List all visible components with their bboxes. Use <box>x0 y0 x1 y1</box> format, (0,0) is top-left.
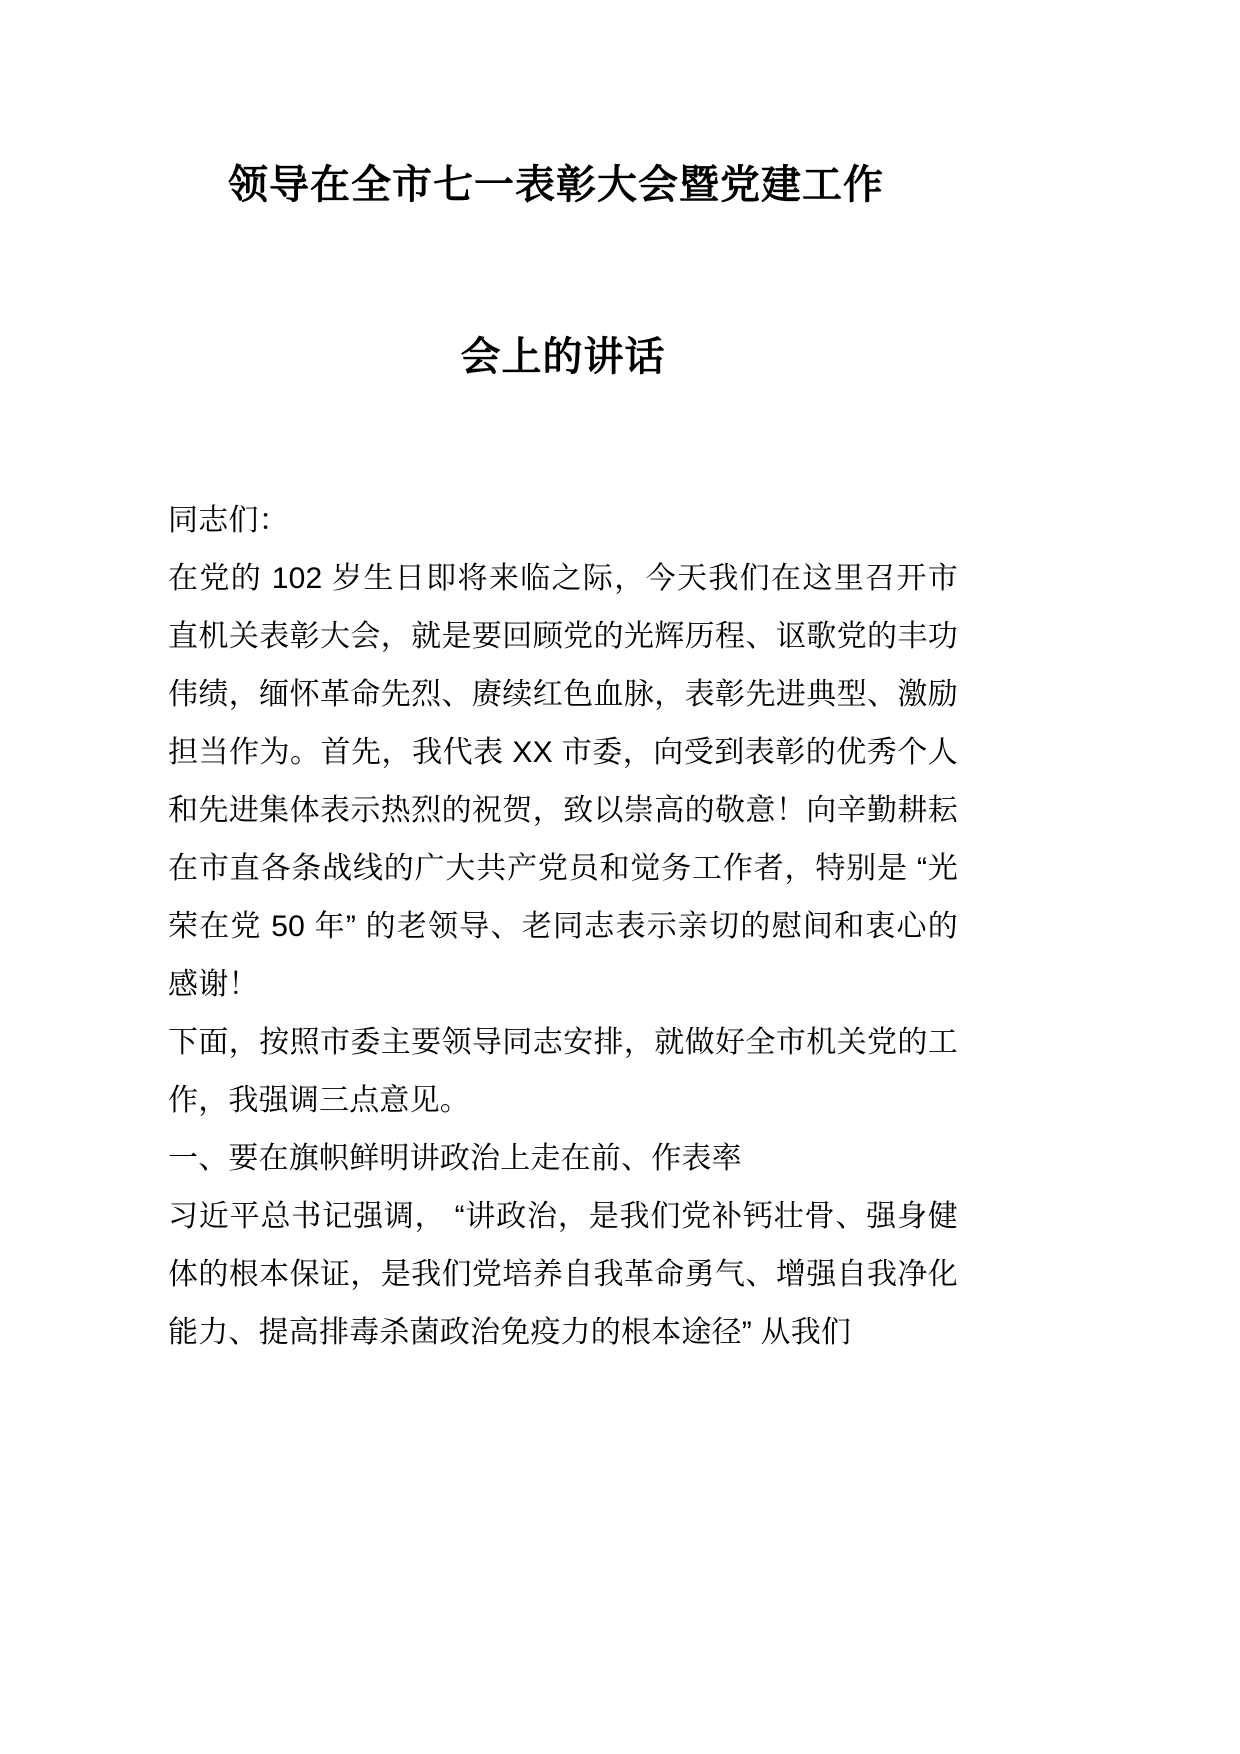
document-title-block <box>168 0 958 387</box>
document-body <box>168 0 958 1362</box>
document-content <box>168 492 958 1362</box>
paragraph-salutation: 同志们： <box>168 504 289 537</box>
document-title-line-1: 领导在全市七一表彰大会暨党建工作 <box>228 163 884 207</box>
document-title-line-2: 会上的讲话 <box>460 335 666 379</box>
section-heading-one: 一、要在旗帜鲜明讲政治上走在前、作表率 <box>168 1142 742 1175</box>
paragraph-section-one-body: 习近平总书记强调， “讲政治，是我们党补钙壮骨、强身健体的根本保证，是我们党培养自我革命勇气、增强自我净化能力、提高排毒杀菌政治免疫力的根本途径” 从我们 <box>168 1200 958 1349</box>
paragraph-opening: 在党的 102 岁生日即将来临之际，今天我们在这里召开市直机关表彰大会，就是要回顾党的光辉历程、讴歌党的丰功伟绩，缅怀革命先烈、赓续红色血脉，表彰先进典型、激励担当作为。首先，我代表 XX 市委，向受到表彰的优秀个人和先进集体表示热烈的祝贺，致以崇高的敬意！向辛勤耕耘在市直各条战线的广大共产党员和觉务工作者，特别是 “光荣在党 50 年” 的老领导、老同志表示亲切的慰间和衷心的感谢！ <box>168 562 958 1001</box>
paragraph-transition: 下面，按照市委主要领导同志安排，就做好全市机关党的工作，我强调三点意见。 <box>168 1026 958 1117</box>
